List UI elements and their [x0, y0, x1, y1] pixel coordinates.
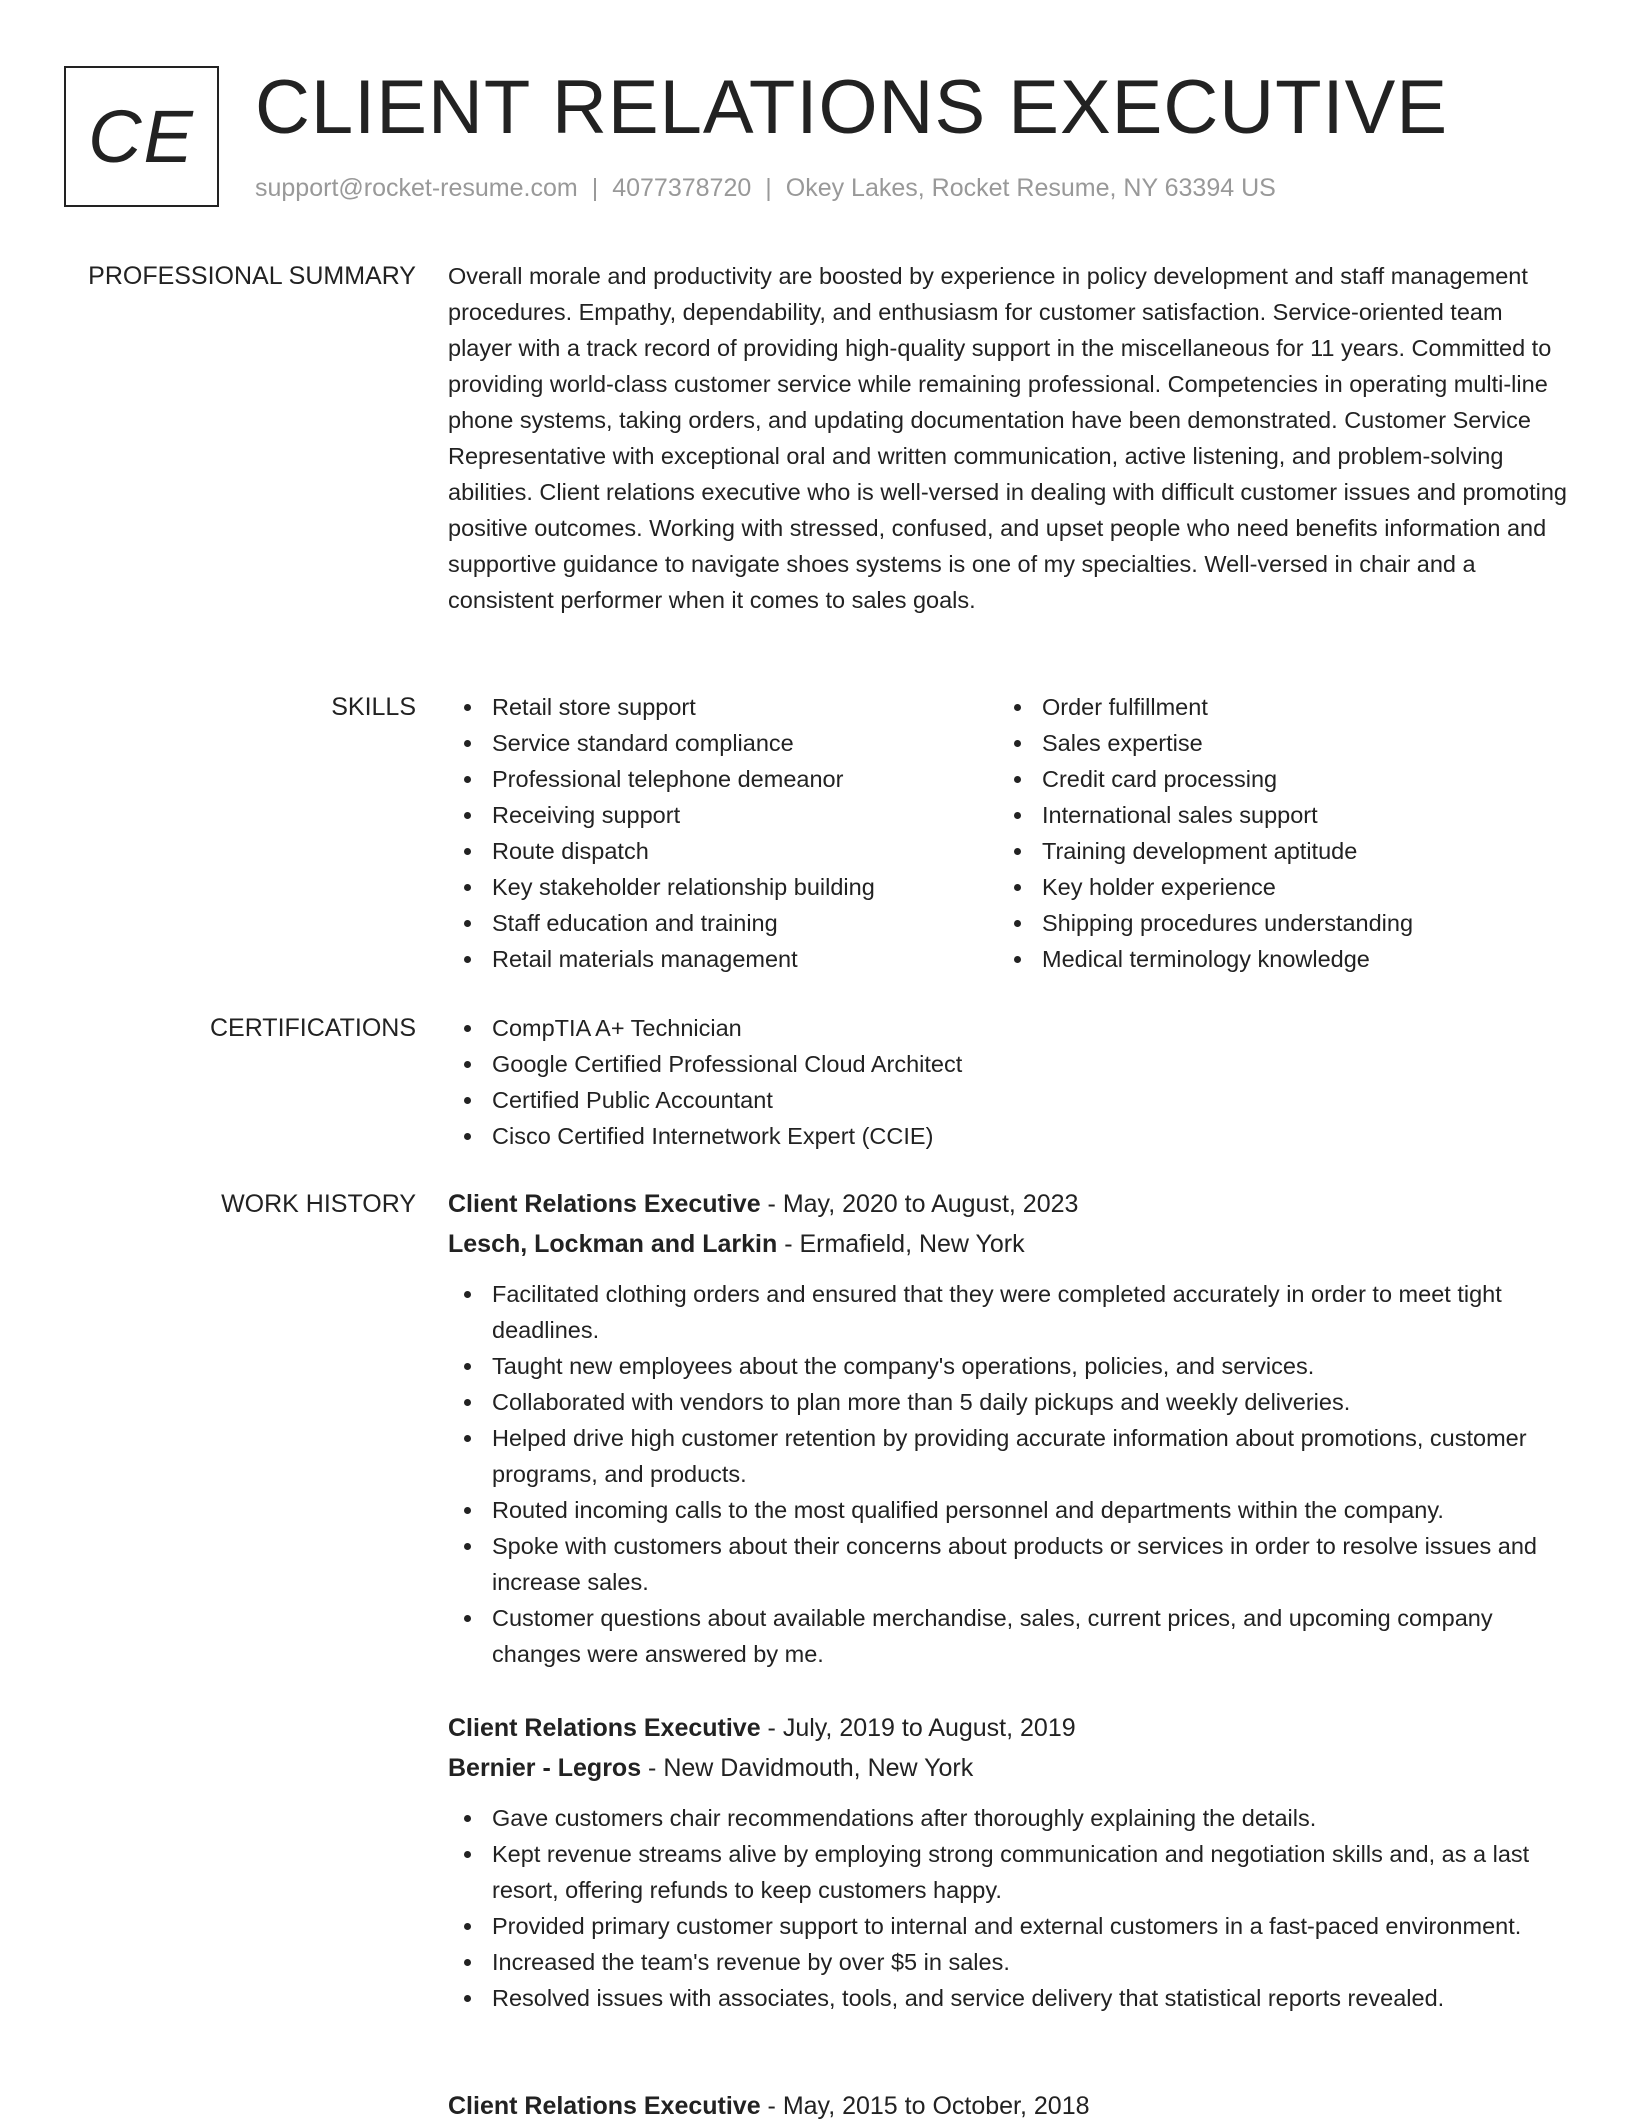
job-title: Client Relations Executive [448, 1190, 761, 1218]
skills-list-right [998, 689, 1558, 977]
certification-item: Cisco Certified Internetwork Expert (CCIE) [448, 1118, 1568, 1154]
job-entry [448, 2086, 1568, 2126]
contact-phone[interactable]: 4077378720 [612, 174, 752, 202]
skill-item: Route dispatch [448, 833, 1008, 869]
contact-separator: | [765, 174, 772, 202]
contact-line [255, 174, 1276, 203]
job-dates: - May, 2020 to August, 2023 [760, 1190, 1079, 1218]
certification-item: CompTIA A+ Technician [448, 1010, 1568, 1046]
skill-item: Medical terminology knowledge [998, 941, 1558, 977]
job-duty-item: Increased the team's revenue by over $5 in sales. [448, 1944, 1568, 1980]
monogram-logo: CE [64, 66, 219, 207]
section-label-skills: SKILLS [331, 693, 416, 721]
job-duty-item: Taught new employees about the company's operations, policies, and services. [448, 1348, 1568, 1384]
job-company-line [448, 1224, 1568, 1264]
job-title: Client Relations Executive [448, 2092, 761, 2120]
resume-title: CLIENT RELATIONS EXECUTIVE [255, 65, 1449, 150]
contact-address: Okey Lakes, Rocket Resume, NY 63394 US [785, 174, 1276, 202]
summary-text: Overall morale and productivity are boosted by experience in policy development and staff management procedures. Empathy, dependability, and enthusiasm for customer satisfaction. Service-oriented team player with a track record of providing high-quality support in the miscellaneous for 11 years. Committed to providing world-class customer service while remaining professional. Competencies in operating multi-line phone systems, taking orders, and updating documentation have been demonstrated. Customer Service Representative with exceptional oral and written communication, active listening, and problem-solving abilities. Client relations executive who is well-versed in dealing with difficult customer issues and promoting positive outcomes. Working with stressed, confused, and upset people who need benefits information and supportive guidance to navigate shoes systems is one of my specialties. Well-versed in chair and a consistent performer when it comes to sales goals. [448, 263, 1567, 613]
certifications-body [448, 1010, 1568, 1154]
skill-item: Receiving support [448, 797, 1008, 833]
skill-item: Credit card processing [998, 761, 1558, 797]
section-label-work-history: WORK HISTORY [221, 1190, 416, 1218]
skill-item: Order fulfillment [998, 689, 1558, 725]
skill-item: Professional telephone demeanor [448, 761, 1008, 797]
skill-item: Shipping procedures understanding [998, 905, 1558, 941]
job-title-line [448, 1708, 1568, 1748]
job-duty-item: Kept revenue streams alive by employing strong communication and negotiation skills and, as a last resort, offering refunds to keep customers happy. [448, 1836, 1568, 1908]
job-duty-item: Resolved issues with associates, tools, and service delivery that statistical reports revealed. [448, 1980, 1568, 2016]
certifications-list [448, 1010, 1568, 1154]
job-dates: - July, 2019 to August, 2019 [760, 1714, 1076, 1742]
job-duty-item: Facilitated clothing orders and ensured that they were completed accurately in order to meet tight deadlines. [448, 1276, 1568, 1348]
job-title: Client Relations Executive [448, 1714, 761, 1742]
certification-item: Google Certified Professional Cloud Architect [448, 1046, 1568, 1082]
job-title-line [448, 1184, 1568, 1224]
resume-header [64, 66, 1584, 210]
job-duty-item: Helped drive high customer retention by providing accurate information about promotions, customer programs, and products. [448, 1420, 1568, 1492]
contact-separator: | [591, 174, 599, 202]
skill-item: Retail materials management [448, 941, 1008, 977]
job-duties-list [448, 1800, 1568, 2016]
job-title-line [448, 2086, 1568, 2126]
job-dates: - May, 2015 to October, 2018 [760, 2092, 1090, 2120]
section-label-summary: PROFESSIONAL SUMMARY [88, 262, 416, 290]
job-duties-list [448, 1276, 1568, 1672]
section-label-certifications: CERTIFICATIONS [209, 1014, 416, 1042]
job-duty-item: Gave customers chair recommendations after thoroughly explaining the details. [448, 1800, 1568, 1836]
job-duty-item: Customer questions about available merchandise, sales, current prices, and upcoming company changes were answered by me. [448, 1600, 1568, 1672]
job-company-line [448, 1748, 1568, 1788]
job-location: - New Davidmouth, New York [641, 1754, 974, 1782]
skill-item: International sales support [998, 797, 1558, 833]
skill-item: Training development aptitude [998, 833, 1558, 869]
job-duty-item: Provided primary customer support to internal and external customers in a fast-paced environment. [448, 1908, 1568, 1944]
summary-body [448, 258, 1568, 618]
job-entry [448, 1184, 1568, 1672]
job-company: Lesch, Lockman and Larkin [448, 1230, 778, 1258]
job-location: - Ermafield, New York [777, 1230, 1025, 1258]
job-duty-item: Spoke with customers about their concerns about products or services in order to resolve issues and increase sales. [448, 1528, 1568, 1600]
job-duty-item: Collaborated with vendors to plan more than 5 daily pickups and weekly deliveries. [448, 1384, 1568, 1420]
contact-email[interactable]: support@rocket-resume.com [255, 174, 578, 202]
skill-item: Sales expertise [998, 725, 1558, 761]
certification-item: Certified Public Accountant [448, 1082, 1568, 1118]
job-company: Bernier - Legros [448, 1754, 642, 1782]
skills-list-left [448, 689, 1008, 977]
skill-item: Service standard compliance [448, 725, 1008, 761]
skill-item: Key stakeholder relationship building [448, 869, 1008, 905]
skill-item: Staff education and training [448, 905, 1008, 941]
job-entry [448, 1708, 1568, 2016]
skill-item: Retail store support [448, 689, 1008, 725]
job-duty-item: Routed incoming calls to the most qualified personnel and departments within the company. [448, 1492, 1568, 1528]
skill-item: Key holder experience [998, 869, 1558, 905]
